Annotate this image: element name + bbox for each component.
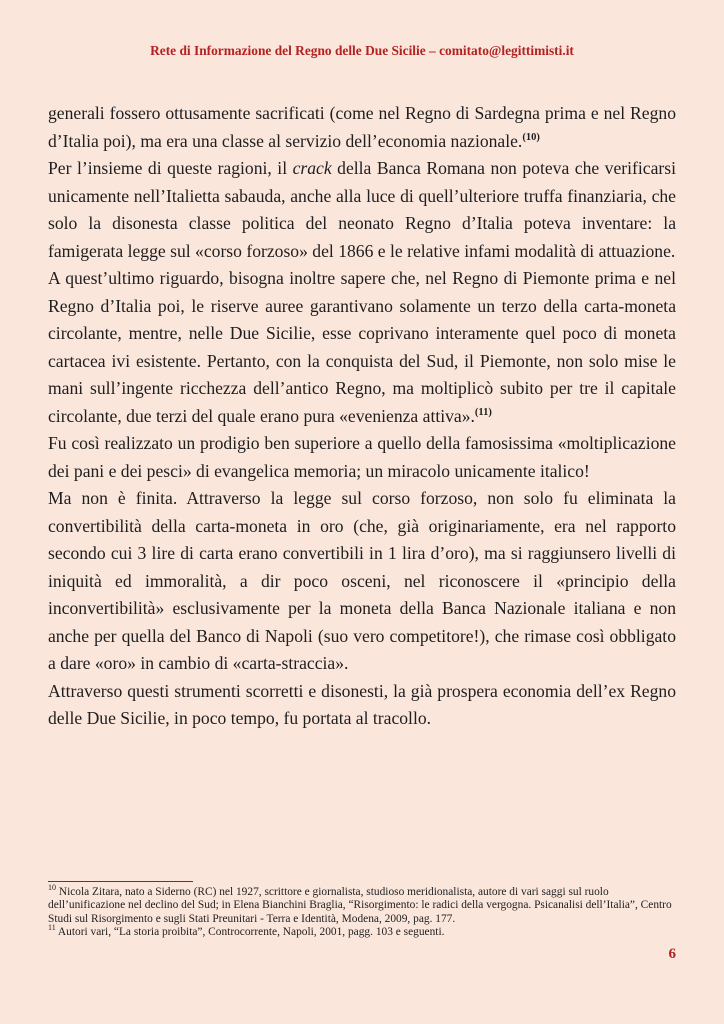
running-header: Rete di Informazione del Regno delle Due Sicilie – comitato@legittimisti.it	[150, 43, 574, 58]
paragraph-1	[48, 100, 676, 155]
paragraph-4: Fu così realizzato un prodigio ben superiore a quello della famosissima «moltiplicazione dei pani e dei pesci» di evangelica memoria; un miracolo unicamente italico!	[48, 433, 676, 481]
footnote-11-text: Autori vari, “La storia proibita”, Controcorrente, Napoli, 2001, pagg. 103 e seguenti.	[55, 926, 445, 939]
page-number: 6	[668, 946, 676, 962]
footnote-10-text: Nicola Zitara, nato a Siderno (RC) nel 1927, scrittore e giornalista, studioso meridionalista, autore di vari saggi sul ruolo dell’unificazione nel declino del Sud; in Elena Bianchini Braglia, “Risorgimento: le radici della vergogna. Psicanalisi dell’Italia”, Centro Studi sul Risorgimento e sugli Stati Preunitari - Terra e Identità, Modena, 2009, pag. 177.	[48, 886, 672, 925]
paragraph-6: Attraverso questi strumenti scorretti e disonesti, la già prospera economia dell’ex Regno delle Due Sicilie, in poco tempo, fu portata al tracollo.	[48, 680, 676, 728]
paragraph-2-text-b: della Banca Romana non poteva che verificarsi unicamente nell’Italietta sabauda, anche alla luce di quell’ulteriore truffa finanziaria, che solo la disonesta classe politica del neonato Regno d’Italia poteva inventare: la famigerata legge sul «corso forzoso» del 1866 e le relative infami modalità di attuazione.	[48, 158, 676, 261]
paragraph-1-text: generali fossero ottusamente sacrificati (come nel Regno di Sardegna prima e nel Regno d’Italia poi), ma era una classe al servizio dell’economia nazionale.	[48, 103, 676, 151]
footnote-separator	[48, 881, 193, 882]
footnote-10	[48, 883, 688, 926]
paragraph-3-text: A quest’ultimo riguardo, bisogna inoltre sapere che, nel Regno di Piemonte prima e nel Regno d’Italia poi, le riserve auree garantivano solamente un terzo della carta-moneta circolante, mentre, nelle Due Sicilie, esse coprivano interamente quel poco di moneta cartacea ivi esistente. Pertanto, con la conquista del Sud, il Piemonte, non solo mise le mani sull’ingente ricchezza dell’antico Regno, ma moltiplicò subito per tre il capitale circolante, due terzi del quale erano pura «evenienza attiva».	[48, 268, 676, 426]
paragraph-2	[48, 155, 676, 265]
footnote-11	[48, 923, 688, 939]
italic-term-crack: crack	[292, 158, 332, 178]
footnote-11-number: 11	[48, 923, 56, 933]
footnotes	[48, 883, 688, 940]
paragraph-5: Ma non è finita. Attraverso la legge sul corso forzoso, non solo fu eliminata la convertibilità della carta-moneta in oro (che, già originariamente, era nel rapporto secondo cui 3 lire di carta erano convertibili in 1 lira d’oro), ma si raggiunsero livelli di iniquità ed immoralità, a dir poco osceni, nel riconoscere il «principio della inconvertibilità» esclusivamente per la moneta della Banca Nazionale italiana e non anche per quella del Banco di Napoli (suo vero competitore!), che rimase così obbligato a dare «oro» in cambio di «carta-straccia».	[48, 488, 676, 673]
body-text	[48, 100, 676, 733]
footnote-ref-11[interactable]: (11)	[474, 406, 492, 418]
paragraph-3	[48, 265, 676, 430]
paragraph-2-text-a: Per l’insieme di queste ragioni, il	[48, 158, 293, 178]
footnote-ref-10[interactable]: (10)	[522, 131, 540, 143]
footnote-10-number: 10	[48, 883, 56, 893]
